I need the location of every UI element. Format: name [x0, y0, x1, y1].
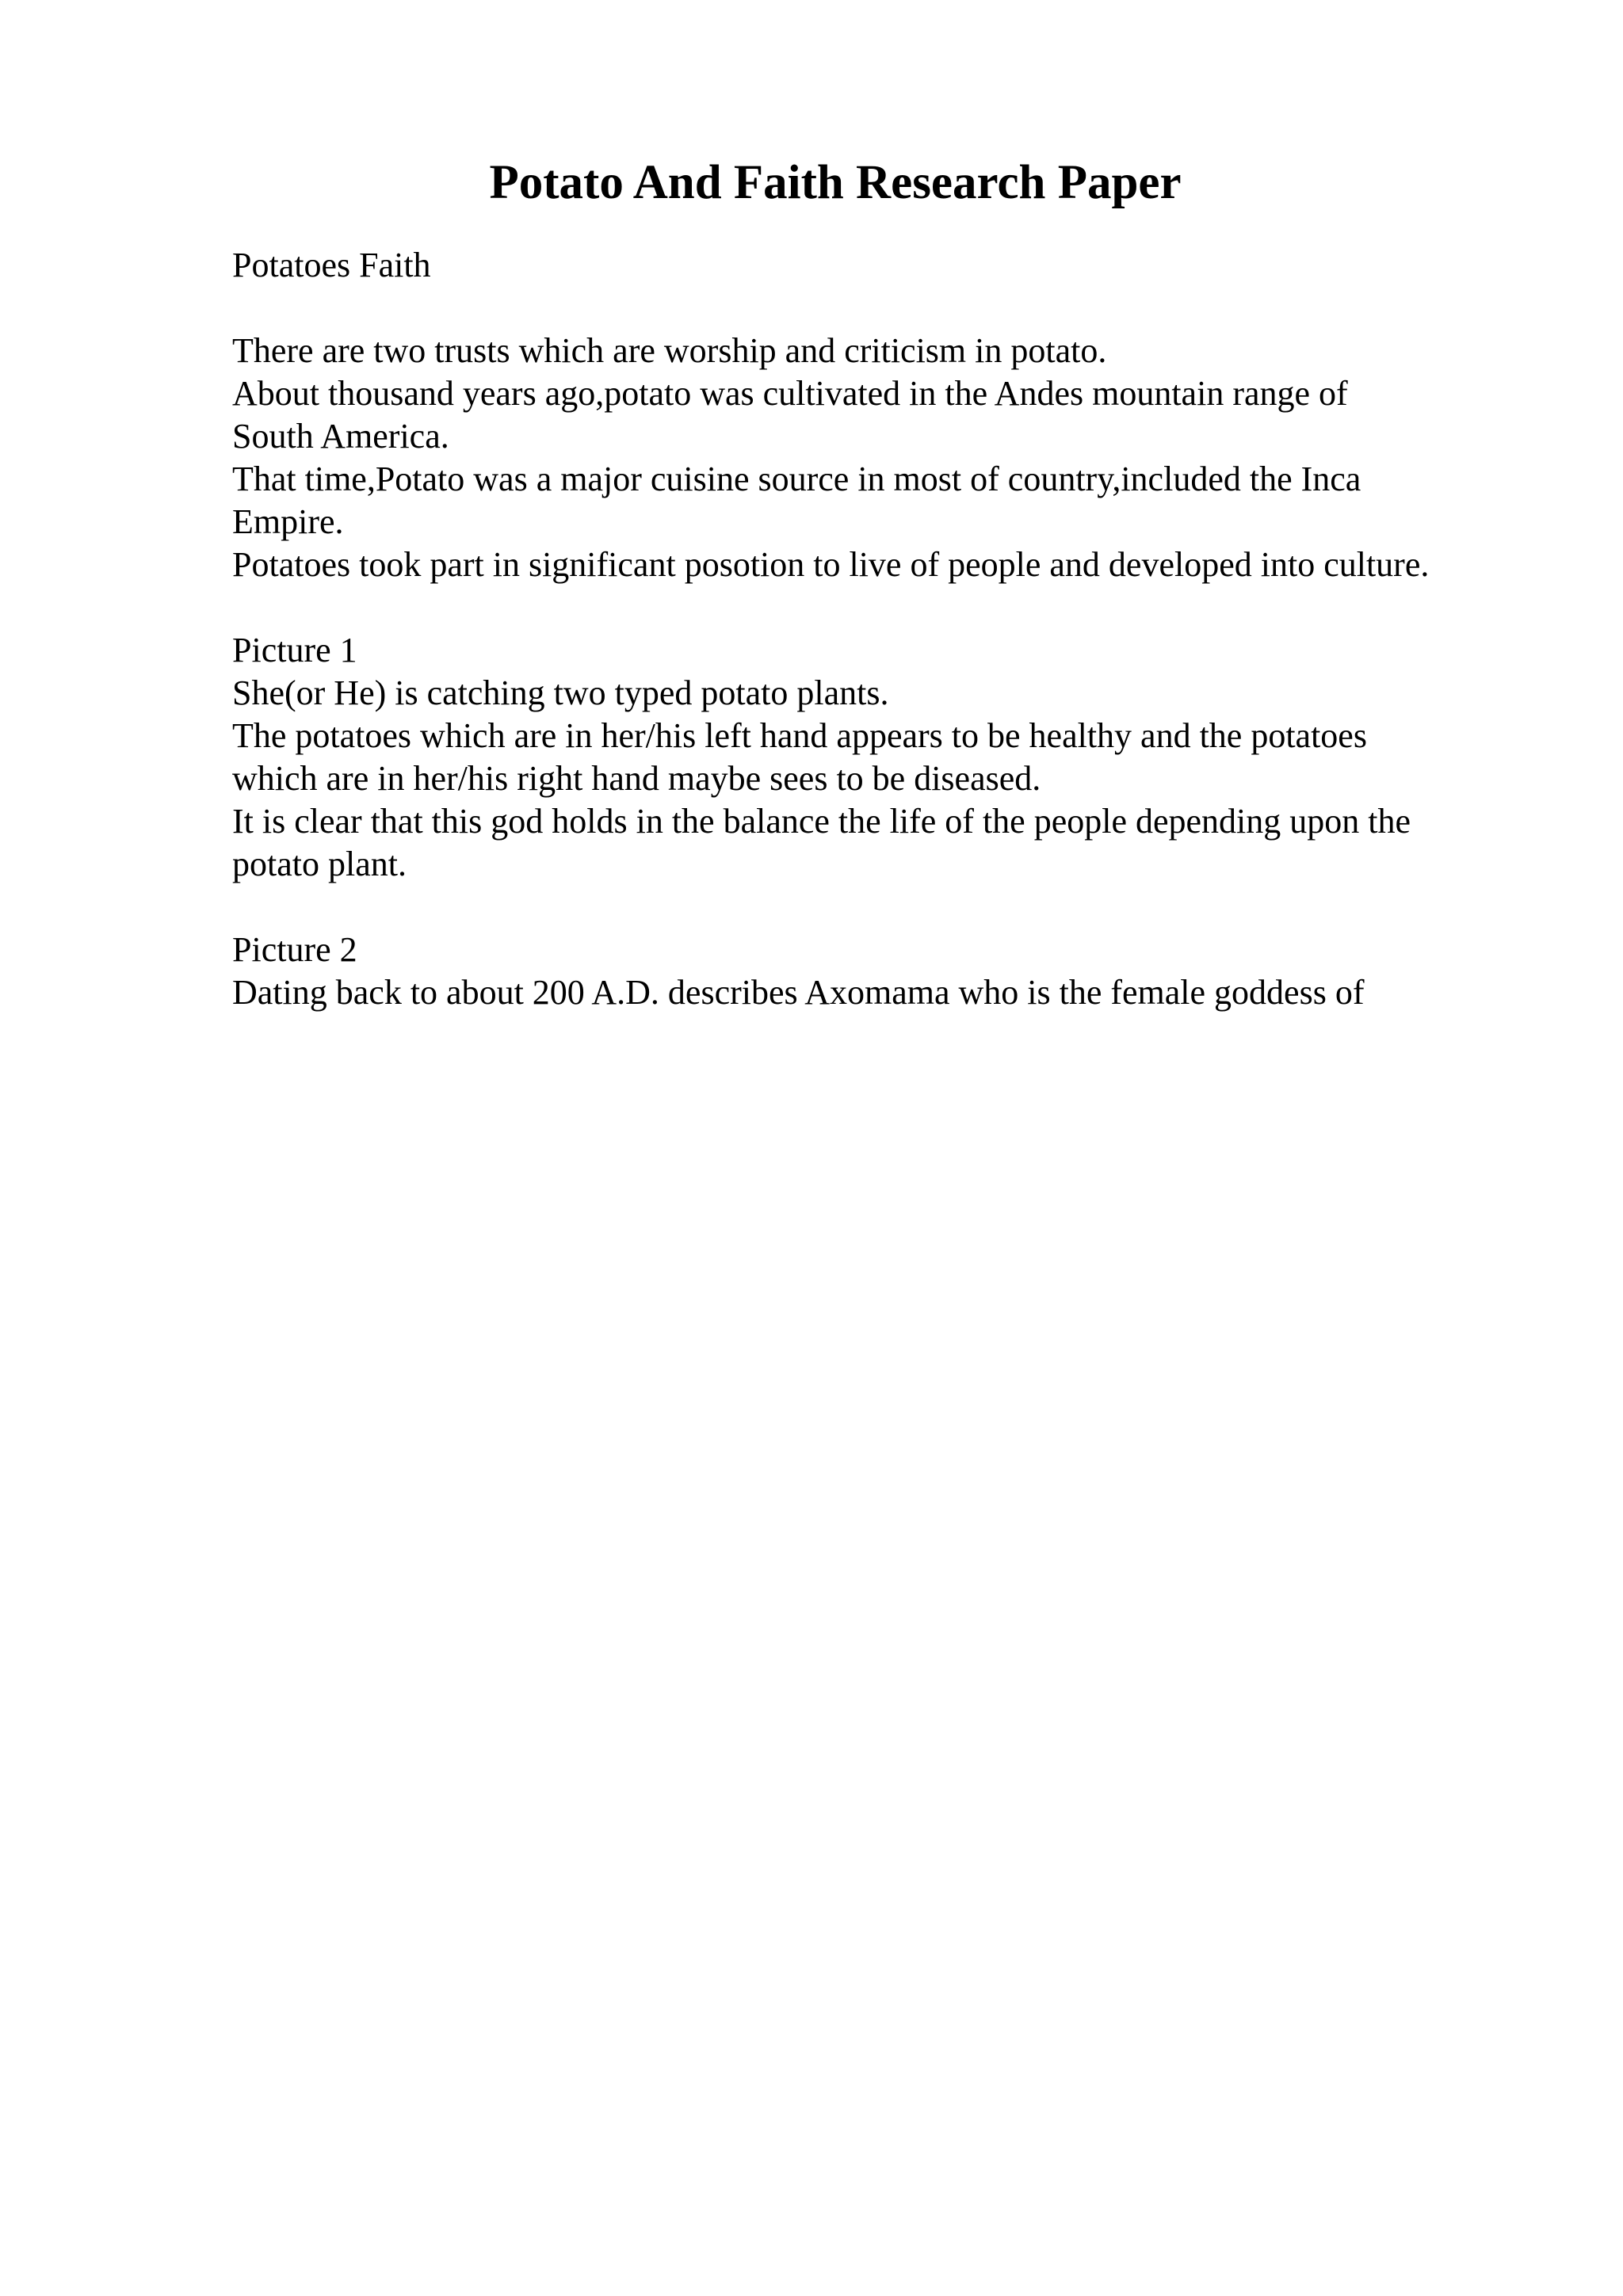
section-heading-picture-2: Picture 2	[232, 930, 357, 969]
body-line: The potatoes which are in her/his left hand appears to be healthy and the potatoes	[232, 716, 1367, 755]
paragraph-gap	[232, 886, 1595, 929]
body-line: There are two trusts which are worship and criticism in potato.	[232, 331, 1107, 370]
body-line: South America.	[232, 417, 449, 456]
subtitle-line: Potatoes Faith	[232, 246, 431, 284]
body-line: It is clear that this god holds in the balance the life of the people depending upon the	[232, 802, 1411, 841]
body-line: Empire.	[232, 502, 344, 541]
body-line: That time,Potato was a major cuisine source in most of country,included the Inca	[232, 460, 1361, 498]
body-line: Dating back to about 200 A.D. describes Axomama who is the female goddess of	[232, 973, 1365, 1012]
body-line: About thousand years ago,potato was cultivated in the Andes mountain range of	[232, 374, 1348, 413]
body-line: Potatoes took part in significant posotion to live of people and developed into culture.	[232, 545, 1430, 584]
document-body	[232, 244, 1595, 1014]
body-line: potato plant.	[232, 845, 407, 883]
body-line: She(or He) is catching two typed potato plants.	[232, 673, 889, 712]
document-title: Potato And Faith Research Paper	[489, 156, 1182, 209]
section-heading-picture-1: Picture 1	[232, 631, 357, 669]
paragraph-gap	[232, 287, 1595, 330]
body-line: which are in her/his right hand maybe sees to be diseased.	[232, 759, 1041, 798]
paragraph-gap	[232, 586, 1595, 629]
